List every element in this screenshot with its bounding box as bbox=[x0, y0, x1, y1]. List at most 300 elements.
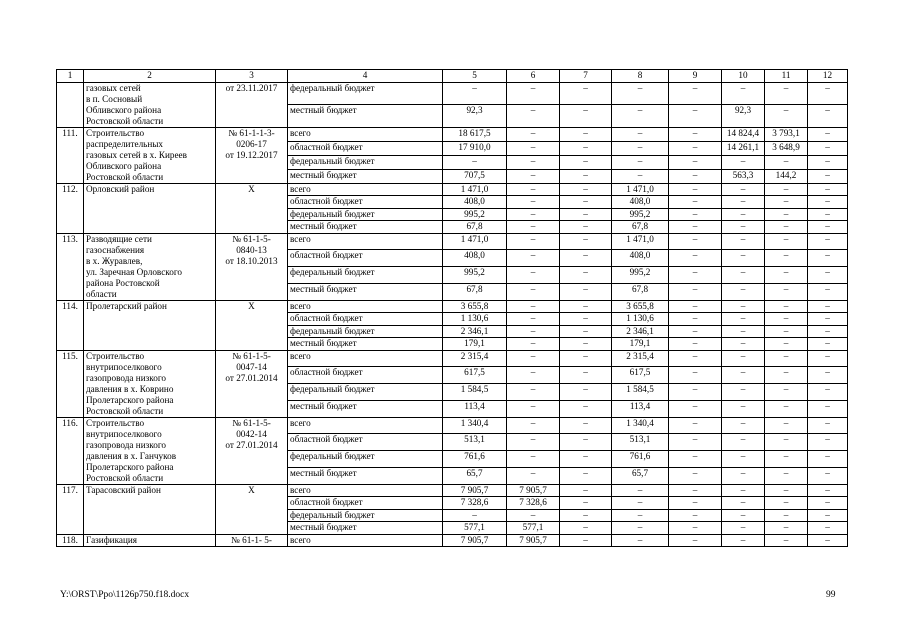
table-row bbox=[57, 183, 848, 196]
amount-cell: – bbox=[669, 183, 722, 196]
amount-cell: – bbox=[507, 127, 560, 141]
amount-cell: 617,5 bbox=[612, 367, 669, 384]
amount-cell: – bbox=[612, 522, 669, 535]
amount-cell: 92,3 bbox=[443, 105, 507, 128]
funding-source: федеральный бюджет bbox=[288, 451, 443, 468]
amount-cell: – bbox=[808, 509, 848, 522]
header-cell: 10 bbox=[722, 70, 765, 83]
amount-cell: – bbox=[612, 127, 669, 141]
amount-cell: – bbox=[808, 183, 848, 196]
amount-cell: 7 328,6 bbox=[507, 497, 560, 510]
amount-cell: – bbox=[722, 484, 765, 497]
amount-cell: 17 910,0 bbox=[443, 141, 507, 155]
amount-cell: – bbox=[507, 509, 560, 522]
amount-cell: 3 648,9 bbox=[765, 141, 808, 155]
header-cell: 7 bbox=[560, 70, 612, 83]
amount-cell: – bbox=[669, 283, 722, 300]
amount-cell: – bbox=[722, 82, 765, 105]
amount-cell: – bbox=[507, 141, 560, 155]
amount-cell: – bbox=[612, 155, 669, 169]
amount-cell: 1 130,6 bbox=[443, 313, 507, 326]
document-ref-text: № 61-1-5- 0042-14 от 27.01.2014 bbox=[225, 417, 278, 450]
object-name-text: Пролетарский район bbox=[86, 300, 167, 311]
amount-cell: – bbox=[507, 221, 560, 234]
object-name-text: Строительство внутрипоселкового газопровода низкого давления в х. Ганчуков Пролетарского района Ростовской области bbox=[86, 417, 177, 483]
amount-cell: 761,6 bbox=[612, 451, 669, 468]
amount-cell: – bbox=[560, 434, 612, 451]
amount-cell: – bbox=[507, 155, 560, 169]
amount-cell: – bbox=[722, 155, 765, 169]
header-cell: 1 bbox=[57, 70, 84, 83]
amount-cell: – bbox=[808, 338, 848, 351]
amount-cell: – bbox=[808, 127, 848, 141]
document-ref bbox=[216, 183, 288, 233]
amount-cell: 408,0 bbox=[612, 196, 669, 209]
amount-cell: – bbox=[808, 325, 848, 338]
amount-cell: – bbox=[765, 522, 808, 535]
amount-cell: – bbox=[765, 233, 808, 250]
amount-cell: – bbox=[765, 155, 808, 169]
amount-cell: – bbox=[560, 384, 612, 401]
amount-cell: – bbox=[669, 325, 722, 338]
amount-cell: – bbox=[808, 82, 848, 105]
header-cell: 9 bbox=[669, 70, 722, 83]
amount-cell: – bbox=[722, 451, 765, 468]
funding-source: всего bbox=[288, 350, 443, 367]
amount-cell: 2 315,4 bbox=[612, 350, 669, 367]
row-number bbox=[57, 233, 84, 300]
amount-cell: – bbox=[765, 338, 808, 351]
amount-cell: – bbox=[722, 417, 765, 434]
amount-cell: – bbox=[560, 300, 612, 313]
amount-cell: – bbox=[765, 221, 808, 234]
amount-cell: – bbox=[722, 434, 765, 451]
amount-cell: – bbox=[722, 233, 765, 250]
amount-cell: 65,7 bbox=[612, 467, 669, 484]
funding-source: федеральный бюджет bbox=[288, 267, 443, 284]
header-cell: 12 bbox=[808, 70, 848, 83]
amount-cell: – bbox=[722, 283, 765, 300]
object-name bbox=[84, 127, 216, 183]
amount-cell: 1 584,5 bbox=[443, 384, 507, 401]
document-ref-text: № 61-1- 5- bbox=[231, 534, 272, 545]
funding-source: федеральный бюджет bbox=[288, 384, 443, 401]
amount-cell: – bbox=[560, 467, 612, 484]
funding-source: областной бюджет bbox=[288, 141, 443, 155]
document-ref-text: № 61-1-1-3- 0206-17 от 19.12.2017 bbox=[225, 127, 278, 160]
document-ref-text: № 61-1-5- 0047-14 от 27.01.2014 bbox=[225, 350, 278, 383]
row-number-text: 115. bbox=[62, 350, 78, 361]
funding-source: всего bbox=[288, 417, 443, 434]
amount-cell: – bbox=[612, 141, 669, 155]
amount-cell: 577,1 bbox=[443, 522, 507, 535]
object-name bbox=[84, 300, 216, 350]
amount-cell: – bbox=[560, 233, 612, 250]
funding-source: всего bbox=[288, 534, 443, 547]
amount-cell: – bbox=[669, 141, 722, 155]
amount-cell: 67,8 bbox=[443, 221, 507, 234]
row-number bbox=[57, 534, 84, 547]
amount-cell: – bbox=[443, 509, 507, 522]
amount-cell: – bbox=[669, 221, 722, 234]
funding-source: местный бюджет bbox=[288, 338, 443, 351]
amount-cell: 7 905,7 bbox=[507, 534, 560, 547]
amount-cell: – bbox=[765, 325, 808, 338]
amount-cell: – bbox=[560, 127, 612, 141]
amount-cell: – bbox=[507, 267, 560, 284]
funding-source: федеральный бюджет bbox=[288, 208, 443, 221]
amount-cell: – bbox=[722, 183, 765, 196]
amount-cell: 1 471,0 bbox=[612, 183, 669, 196]
document-ref bbox=[216, 350, 288, 417]
amount-cell: 92,3 bbox=[722, 105, 765, 128]
amount-cell: – bbox=[808, 169, 848, 183]
amount-cell: – bbox=[669, 451, 722, 468]
object-name-text: Строительство распределительных газовых сетей в х. Киреев Обливского района Ростовской области bbox=[86, 127, 187, 182]
amount-cell: 1 584,5 bbox=[612, 384, 669, 401]
amount-cell: 1 340,4 bbox=[443, 417, 507, 434]
amount-cell: 3 793,1 bbox=[765, 127, 808, 141]
amount-cell: 1 471,0 bbox=[443, 233, 507, 250]
amount-cell: – bbox=[722, 509, 765, 522]
amount-cell: 1 471,0 bbox=[612, 233, 669, 250]
funding-source: местный бюджет bbox=[288, 105, 443, 128]
amount-cell: 7 905,7 bbox=[507, 484, 560, 497]
amount-cell: – bbox=[808, 534, 848, 547]
header-cell: 4 bbox=[288, 70, 443, 83]
document-ref bbox=[216, 82, 288, 127]
funding-source: областной бюджет bbox=[288, 250, 443, 267]
amount-cell: 67,8 bbox=[443, 283, 507, 300]
amount-cell: – bbox=[669, 434, 722, 451]
budget-table bbox=[56, 69, 848, 547]
amount-cell: – bbox=[560, 169, 612, 183]
amount-cell: – bbox=[808, 267, 848, 284]
amount-cell: 761,6 bbox=[443, 451, 507, 468]
object-name-text: газовых сетей в п. Сосновый Обливского района Ростовской области bbox=[86, 82, 164, 126]
amount-cell: – bbox=[507, 105, 560, 128]
amount-cell: – bbox=[507, 417, 560, 434]
amount-cell: – bbox=[507, 169, 560, 183]
amount-cell: – bbox=[722, 338, 765, 351]
amount-cell: 3 655,8 bbox=[612, 300, 669, 313]
amount-cell: – bbox=[722, 367, 765, 384]
amount-cell: – bbox=[507, 350, 560, 367]
amount-cell: – bbox=[560, 451, 612, 468]
header-cell: 11 bbox=[765, 70, 808, 83]
amount-cell: – bbox=[669, 82, 722, 105]
amount-cell: – bbox=[612, 534, 669, 547]
document-ref-text: Х bbox=[248, 183, 255, 194]
amount-cell: – bbox=[669, 509, 722, 522]
row-number bbox=[57, 350, 84, 417]
amount-cell: – bbox=[443, 155, 507, 169]
amount-cell: – bbox=[560, 155, 612, 169]
funding-source: федеральный бюджет bbox=[288, 325, 443, 338]
amount-cell: – bbox=[560, 497, 612, 510]
amount-cell: – bbox=[560, 325, 612, 338]
amount-cell: – bbox=[669, 267, 722, 284]
amount-cell: – bbox=[808, 283, 848, 300]
amount-cell: – bbox=[612, 509, 669, 522]
object-name bbox=[84, 183, 216, 233]
amount-cell: – bbox=[808, 467, 848, 484]
funding-source: областной бюджет bbox=[288, 434, 443, 451]
row-number-text: 111. bbox=[62, 127, 78, 138]
object-name-text: Разводящие сети газоснабжения в х. Журавлев, ул. Заречная Орловского района Ростовской области bbox=[86, 233, 183, 299]
funding-source: всего bbox=[288, 233, 443, 250]
amount-cell: – bbox=[669, 196, 722, 209]
table-row bbox=[57, 484, 848, 497]
amount-cell: 179,1 bbox=[612, 338, 669, 351]
amount-cell: – bbox=[560, 534, 612, 547]
amount-cell: – bbox=[765, 208, 808, 221]
amount-cell: – bbox=[722, 497, 765, 510]
amount-cell: – bbox=[765, 484, 808, 497]
funding-source: местный бюджет bbox=[288, 221, 443, 234]
amount-cell: – bbox=[722, 522, 765, 535]
amount-cell: 2 315,4 bbox=[443, 350, 507, 367]
row-number-text: 117. bbox=[62, 484, 78, 495]
object-name-text: Газификация bbox=[86, 534, 138, 545]
amount-cell: 7 905,7 bbox=[443, 534, 507, 547]
object-name-text: Строительство внутрипоселкового газопровода низкого давления в х. Коврино Пролетарского района Ростовской области bbox=[86, 350, 174, 416]
amount-cell: – bbox=[560, 82, 612, 105]
amount-cell: 995,2 bbox=[612, 208, 669, 221]
amount-cell: 7 328,6 bbox=[443, 497, 507, 510]
amount-cell: – bbox=[765, 350, 808, 367]
amount-cell: – bbox=[669, 338, 722, 351]
funding-source: всего bbox=[288, 300, 443, 313]
amount-cell: 2 346,1 bbox=[612, 325, 669, 338]
amount-cell: – bbox=[808, 522, 848, 535]
amount-cell: – bbox=[560, 350, 612, 367]
table-row bbox=[57, 233, 848, 250]
row-number-text: 112. bbox=[62, 183, 78, 194]
amount-cell: – bbox=[765, 300, 808, 313]
amount-cell: – bbox=[765, 367, 808, 384]
amount-cell: – bbox=[507, 300, 560, 313]
amount-cell: – bbox=[669, 208, 722, 221]
table-row bbox=[57, 300, 848, 313]
amount-cell: – bbox=[808, 233, 848, 250]
amount-cell: 113,4 bbox=[612, 400, 669, 417]
object-name bbox=[84, 350, 216, 417]
object-name-text: Тарасовский район bbox=[86, 484, 161, 495]
row-number bbox=[57, 417, 84, 484]
row-number-text: 114. bbox=[62, 300, 78, 311]
row-number bbox=[57, 484, 84, 534]
amount-cell: – bbox=[808, 250, 848, 267]
object-name bbox=[84, 82, 216, 127]
funding-source: федеральный бюджет bbox=[288, 155, 443, 169]
header-cell: 6 bbox=[507, 70, 560, 83]
amount-cell: – bbox=[765, 313, 808, 326]
amount-cell: – bbox=[507, 82, 560, 105]
amount-cell: – bbox=[722, 250, 765, 267]
document-ref-text: № 61-1-5- 0840-13 от 18.10.2013 bbox=[225, 233, 278, 266]
amount-cell: – bbox=[669, 367, 722, 384]
amount-cell: – bbox=[808, 141, 848, 155]
funding-source: всего bbox=[288, 183, 443, 196]
amount-cell: – bbox=[808, 105, 848, 128]
amount-cell: – bbox=[560, 208, 612, 221]
document-ref bbox=[216, 417, 288, 484]
amount-cell: – bbox=[507, 196, 560, 209]
row-number bbox=[57, 300, 84, 350]
amount-cell: – bbox=[560, 417, 612, 434]
amount-cell: – bbox=[507, 400, 560, 417]
amount-cell: – bbox=[507, 367, 560, 384]
page-number: 99 bbox=[826, 590, 836, 600]
amount-cell: – bbox=[765, 82, 808, 105]
amount-cell: – bbox=[560, 509, 612, 522]
amount-cell: 1 340,4 bbox=[612, 417, 669, 434]
document-ref bbox=[216, 484, 288, 534]
amount-cell: 617,5 bbox=[443, 367, 507, 384]
amount-cell: – bbox=[669, 497, 722, 510]
funding-source: областной бюджет bbox=[288, 196, 443, 209]
amount-cell: – bbox=[669, 400, 722, 417]
header-cell: 2 bbox=[84, 70, 216, 83]
header-row bbox=[57, 70, 848, 83]
funding-source: местный бюджет bbox=[288, 400, 443, 417]
amount-cell: – bbox=[507, 283, 560, 300]
amount-cell: – bbox=[507, 183, 560, 196]
amount-cell: – bbox=[612, 82, 669, 105]
amount-cell: – bbox=[765, 417, 808, 434]
amount-cell: – bbox=[808, 155, 848, 169]
amount-cell: – bbox=[669, 384, 722, 401]
document-ref-text: Х bbox=[248, 300, 255, 311]
amount-cell: – bbox=[669, 484, 722, 497]
amount-cell: – bbox=[507, 313, 560, 326]
row-number-text: 113. bbox=[62, 233, 78, 244]
table-row bbox=[57, 350, 848, 367]
amount-cell: 577,1 bbox=[507, 522, 560, 535]
amount-cell: – bbox=[765, 384, 808, 401]
header-cell: 8 bbox=[612, 70, 669, 83]
amount-cell: – bbox=[808, 313, 848, 326]
amount-cell: 67,8 bbox=[612, 283, 669, 300]
header-cell: 3 bbox=[216, 70, 288, 83]
amount-cell: 995,2 bbox=[443, 208, 507, 221]
amount-cell: – bbox=[560, 338, 612, 351]
funding-source: всего bbox=[288, 484, 443, 497]
amount-cell: 995,2 bbox=[612, 267, 669, 284]
amount-cell: – bbox=[765, 183, 808, 196]
object-name-text: Орловский район bbox=[86, 183, 155, 194]
amount-cell: – bbox=[507, 250, 560, 267]
amount-cell: – bbox=[560, 267, 612, 284]
amount-cell: 65,7 bbox=[443, 467, 507, 484]
amount-cell: – bbox=[722, 384, 765, 401]
amount-cell: – bbox=[722, 325, 765, 338]
row-number-text: 118. bbox=[62, 534, 78, 545]
amount-cell: – bbox=[507, 338, 560, 351]
amount-cell: – bbox=[612, 105, 669, 128]
amount-cell: – bbox=[765, 267, 808, 284]
amount-cell: 1 130,6 bbox=[612, 313, 669, 326]
amount-cell: 1 471,0 bbox=[443, 183, 507, 196]
amount-cell: – bbox=[722, 467, 765, 484]
amount-cell: – bbox=[722, 196, 765, 209]
amount-cell: – bbox=[808, 417, 848, 434]
amount-cell: 408,0 bbox=[612, 250, 669, 267]
funding-source: федеральный бюджет bbox=[288, 509, 443, 522]
amount-cell: – bbox=[669, 350, 722, 367]
amount-cell: – bbox=[612, 497, 669, 510]
object-name bbox=[84, 233, 216, 300]
amount-cell: – bbox=[765, 509, 808, 522]
funding-source: областной бюджет bbox=[288, 497, 443, 510]
amount-cell: – bbox=[507, 434, 560, 451]
amount-cell: – bbox=[808, 400, 848, 417]
amount-cell: – bbox=[560, 522, 612, 535]
row-number bbox=[57, 82, 84, 127]
amount-cell: – bbox=[560, 400, 612, 417]
amount-cell: – bbox=[560, 283, 612, 300]
amount-cell: – bbox=[669, 300, 722, 313]
amount-cell: – bbox=[669, 127, 722, 141]
object-name bbox=[84, 417, 216, 484]
amount-cell: – bbox=[560, 183, 612, 196]
amount-cell: – bbox=[722, 300, 765, 313]
amount-cell: 995,2 bbox=[443, 267, 507, 284]
table-row bbox=[57, 417, 848, 434]
amount-cell: 3 655,8 bbox=[443, 300, 507, 313]
amount-cell: 18 617,5 bbox=[443, 127, 507, 141]
funding-source: местный бюджет bbox=[288, 467, 443, 484]
funding-source: областной бюджет bbox=[288, 367, 443, 384]
amount-cell: – bbox=[560, 141, 612, 155]
table-row bbox=[57, 534, 848, 547]
amount-cell: – bbox=[765, 534, 808, 547]
amount-cell: – bbox=[612, 484, 669, 497]
funding-source: местный бюджет bbox=[288, 169, 443, 183]
amount-cell: – bbox=[507, 467, 560, 484]
footer-file-path: Y:\ORST\Ppo\1126p750.f18.docx bbox=[60, 590, 190, 600]
amount-cell: – bbox=[669, 250, 722, 267]
amount-cell: 14 824,4 bbox=[722, 127, 765, 141]
amount-cell: 67,8 bbox=[612, 221, 669, 234]
amount-cell: 408,0 bbox=[443, 196, 507, 209]
amount-cell: – bbox=[669, 417, 722, 434]
amount-cell: – bbox=[722, 350, 765, 367]
amount-cell: – bbox=[722, 313, 765, 326]
funding-source: федеральный бюджет bbox=[288, 82, 443, 105]
amount-cell: – bbox=[507, 384, 560, 401]
funding-source: местный бюджет bbox=[288, 283, 443, 300]
amount-cell: – bbox=[765, 250, 808, 267]
amount-cell: – bbox=[808, 484, 848, 497]
document-ref bbox=[216, 127, 288, 183]
amount-cell: – bbox=[722, 221, 765, 234]
amount-cell: 707,5 bbox=[443, 169, 507, 183]
funding-source: местный бюджет bbox=[288, 522, 443, 535]
amount-cell: – bbox=[669, 155, 722, 169]
amount-cell: – bbox=[808, 497, 848, 510]
amount-cell: – bbox=[808, 434, 848, 451]
amount-cell: 113,4 bbox=[443, 400, 507, 417]
amount-cell: – bbox=[722, 267, 765, 284]
amount-cell: – bbox=[560, 367, 612, 384]
document-ref bbox=[216, 534, 288, 547]
amount-cell: – bbox=[507, 451, 560, 468]
amount-cell: 513,1 bbox=[443, 434, 507, 451]
row-number bbox=[57, 127, 84, 183]
amount-cell: 408,0 bbox=[443, 250, 507, 267]
